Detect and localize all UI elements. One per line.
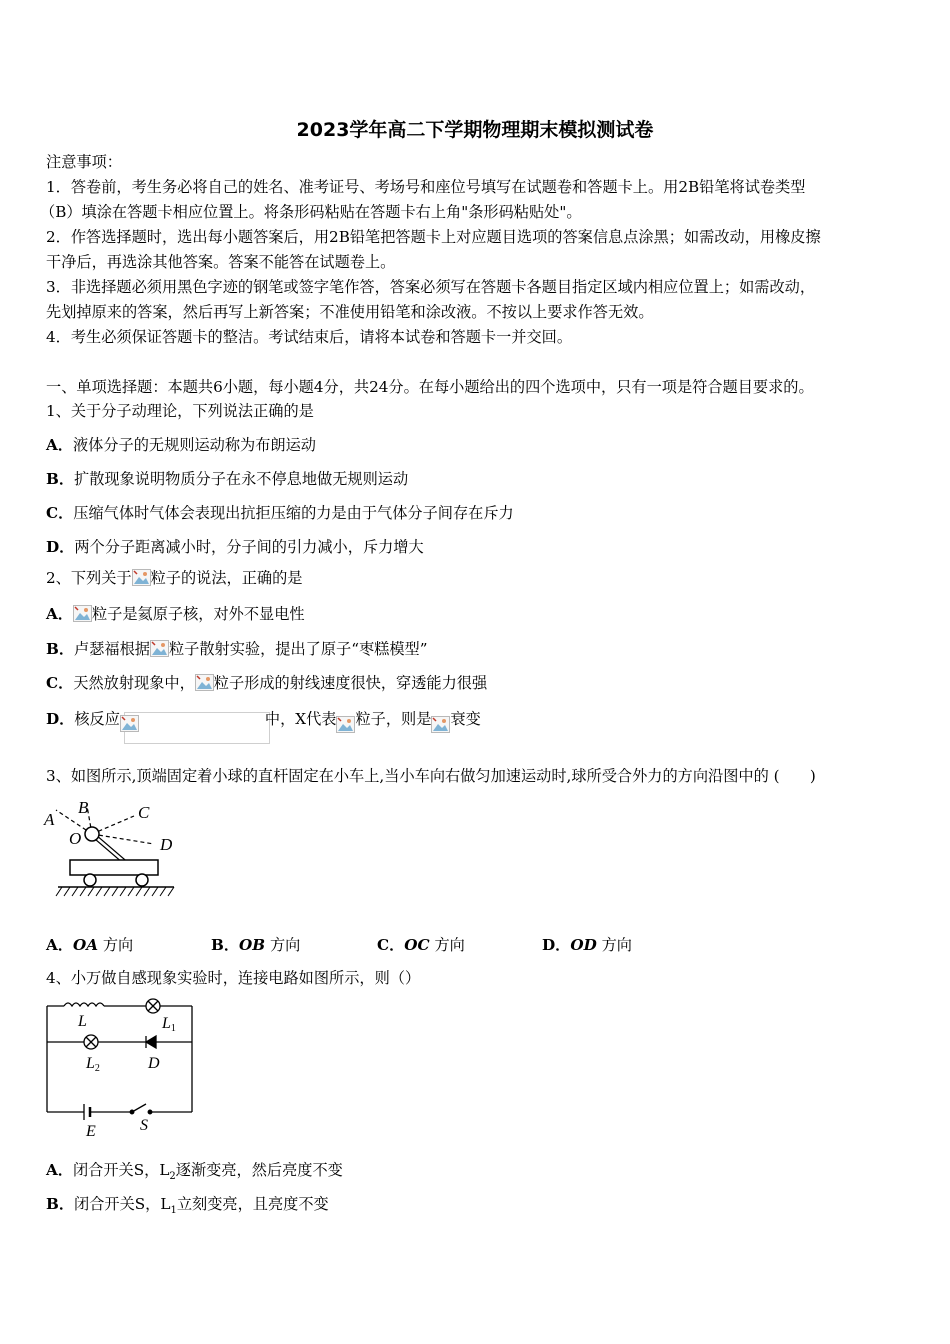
q4-option-a: A．闭合开关S，$L_2$逐渐变亮，然后亮度不变 [46,1161,343,1183]
label-o: O [69,829,82,848]
label-diode: D [148,1055,160,1072]
q2-option-a: A． 粒子是氦原子核，对外不显电性 [46,605,305,623]
label-l1: L1 [162,1015,176,1034]
broken-image-icon [431,716,450,733]
label-b: B [78,798,89,817]
q2-option-c: C．天然放射现象中， 粒子形成的射线速度很快，穿透能力很强 [46,674,488,692]
q3-option-c: C．OC 方向 [377,936,465,954]
q3-option-d: D．OD 方向 [542,936,632,954]
q3-option-b: B．OB 方向 [211,936,301,954]
notice-line: 先划掉原来的答案，然后再写上新答案；不准使用铅笔和涂改液。不按以上要求作答无效。 [46,303,654,321]
label-a: A [44,810,55,829]
notice-line: 4．考生必须保证答题卡的整洁。考试结束后，请将本试卷和答题卡一并交回。 [46,328,573,346]
q4-option-b: B．闭合开关S，$L_1$立刻变亮，且亮度不变 [46,1195,329,1217]
notice-line: 1．答卷前，考生务必将自己的姓名、准考证号、考场号和座位号填写在试题卷和答题卡上。用2B铅笔将试卷类型 [46,178,806,196]
q3-option-a: A．OA 方向 [46,936,134,954]
q2-option-b: B．卢瑟福根据 粒子散射实验，提出了原子“枣糕模型” [46,640,428,658]
q2-stem: 2、下列关于 粒子的说法，正确的是 [46,569,303,587]
label-l: L [78,1013,87,1030]
label-e: E [86,1123,96,1138]
notice-line: 2．作答选择题时，选出每小题答案后，用2B铅笔把答题卡上对应题目选项的答案信息点涂黑；如需改动，用橡皮擦 [46,228,821,246]
q1-option-a: A．液体分子的无规则运动称为布朗运动 [46,436,316,454]
notice-heading: 注意事项： [46,153,122,171]
broken-image-icon [336,716,355,733]
broken-image-icon [132,569,151,586]
section-heading: 一、单项选择题：本题共6小题，每小题4分，共24分。在每小题给出的四个选项中，只有一项是符合题目要求的。 [46,378,814,396]
q4-stem: 4、小万做自感现象实验时，连接电路如图所示，则（） [46,969,421,987]
label-d: D [160,835,173,854]
broken-image-icon [195,674,214,691]
broken-image-icon [150,640,169,657]
q1-option-c: C．压缩气体时气体会表现出抗拒压缩的力是由于气体分子间存在斥力 [46,504,514,522]
label-l2: L2 [86,1055,100,1074]
q3-stem: 3、如图所示,顶端固定着小球的直杆固定在小车上,当小车向右做匀加速运动时,球所受合外力的方向沿图中的 ( ) [46,767,816,785]
page-title: 2023学年高二下学期物理期末模拟测试卷 [296,119,654,141]
q2-option-d: D．核反应 中，X代表 粒子，则是 衰变 [46,709,481,733]
circuit-figure [42,994,198,1138]
q1-option-b: B．扩散现象说明物质分子在永不停息地做无规则运动 [46,470,409,488]
notice-line: 3．非选择题必须用黑色字迹的钢笔或签字笔作答，答案必须写在答题卡各题目指定区域内相应位置上；如需改动， [46,278,816,296]
q1-stem: 1、关于分子动理论，下列说法正确的是 [46,402,314,420]
notice-line: 干净后，再选涂其他答案。答案不能答在试题卷上。 [46,253,396,271]
cart-figure [42,794,192,902]
broken-image-icon [73,605,92,622]
label-s: S [140,1117,148,1134]
label-c: C [138,803,150,822]
broken-image-icon [120,715,139,732]
q1-option-d: D．两个分子距离减小时，分子间的引力减小，斥力增大 [46,538,424,556]
notice-line: （B）填涂在答题卡相应位置上。将条形码粘贴在答题卡右上角"条形码粘贴处"。 [40,203,582,221]
